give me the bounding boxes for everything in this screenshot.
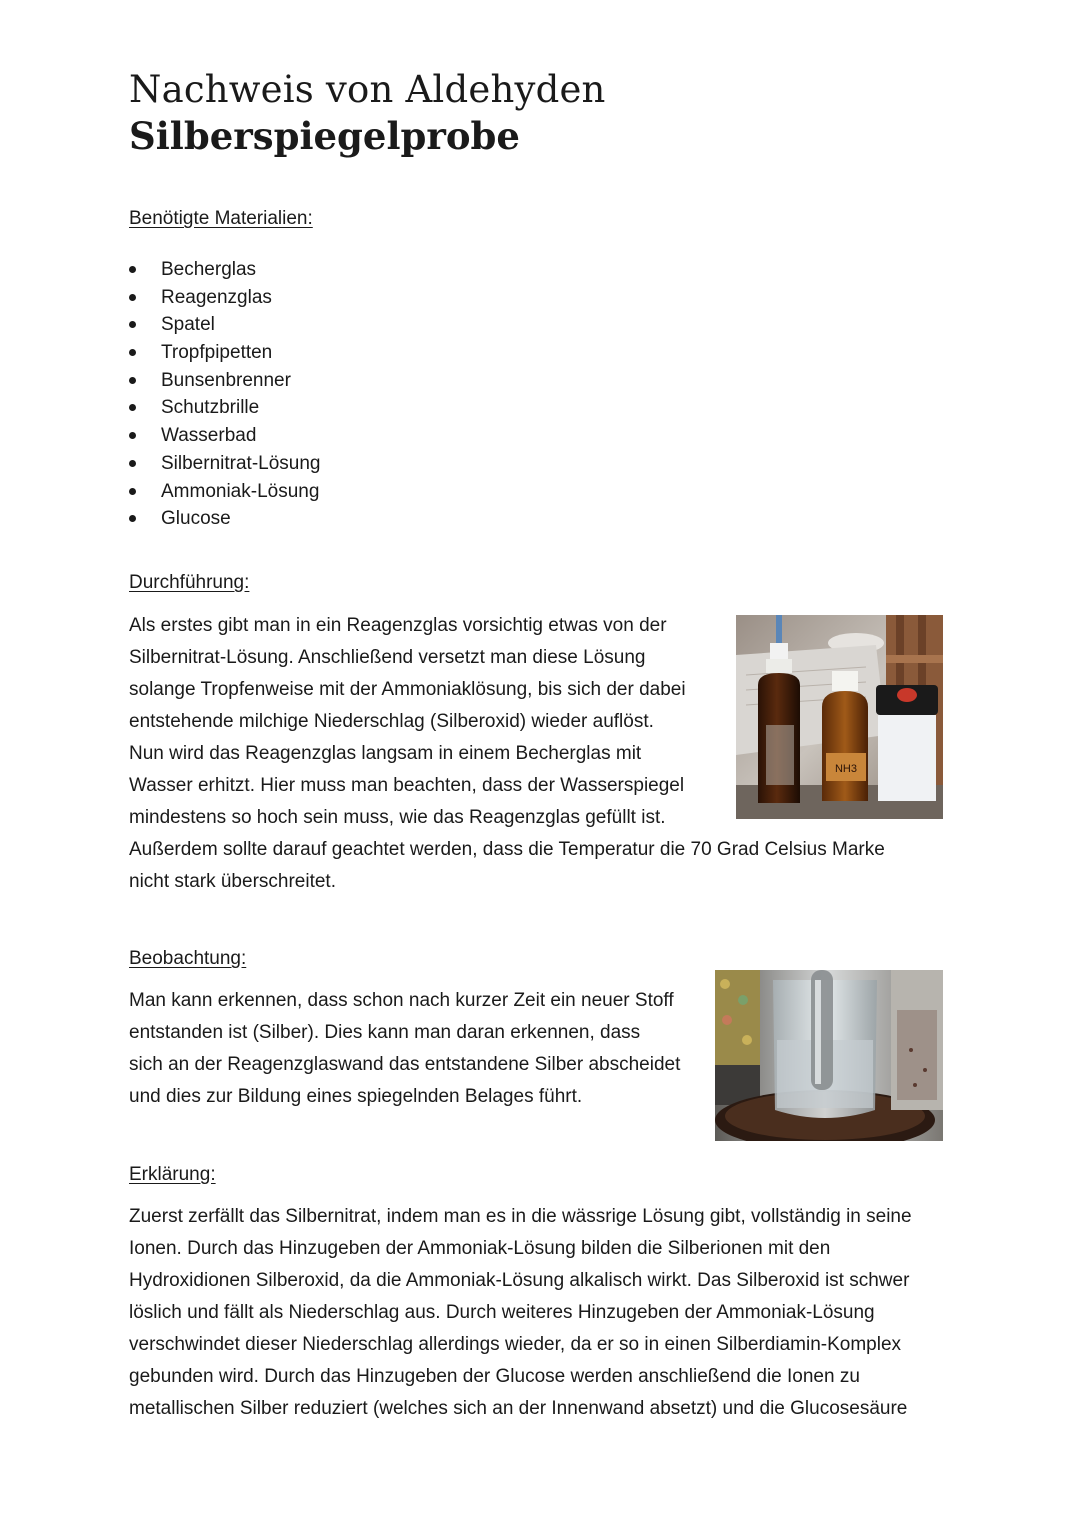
reagent-bottles-illustration (736, 615, 943, 819)
materials-list (129, 256, 320, 533)
bullet-icon (129, 321, 136, 328)
text-line: Als erstes gibt man in ein Reagenzglas vorsichtig etwas von der (129, 615, 667, 636)
text-line: Silbernitrat-Lösung. Anschließend versetzt man diese Lösung (129, 647, 646, 668)
procedure-heading: Durchführung: (129, 572, 250, 593)
text-line: Außerdem sollte darauf geachtet werden, dass die Temperatur die 70 Grad Celsius Marke (129, 839, 885, 860)
text-line: nicht stark überschreitet. (129, 871, 336, 892)
text-line: Hydroxidionen Silberoxid, da die Ammoniak-Lösung alkalisch wirkt. Das Silberoxid ist schwer (129, 1270, 910, 1291)
text-line: sich an der Reagenzglaswand das entstandene Silber abscheidet (129, 1054, 681, 1075)
bullet-icon (129, 349, 136, 356)
list-item: Bunsenbrenner (129, 367, 320, 395)
bullet-icon (129, 377, 136, 384)
observation-text (129, 985, 709, 1113)
observation-heading: Beobachtung: (129, 948, 247, 969)
list-item: Glucose (129, 505, 320, 533)
beaker-illustration (715, 970, 943, 1141)
list-item: Silbernitrat-Lösung (129, 450, 320, 478)
text-line: entstehende milchige Niederschlag (Silberoxid) wieder auflöst. (129, 711, 654, 732)
bullet-icon (129, 266, 136, 273)
text-line: Zuerst zerfällt das Silbernitrat, indem man es in die wässrige Lösung gibt, vollständig in seine (129, 1206, 912, 1227)
text-line: Ionen. Durch das Hinzugeben der Ammoniak-Lösung bilden die Silberionen mit den (129, 1238, 831, 1259)
materials-heading: Benötigte Materialien: (129, 208, 313, 229)
bullet-icon (129, 460, 136, 467)
bottle-label: NH3 (834, 763, 858, 775)
text-line: Man kann erkennen, dass schon nach kurzer Zeit ein neuer Stoff (129, 990, 674, 1011)
bullet-icon (129, 294, 136, 301)
list-item: Reagenzglas (129, 284, 320, 312)
bullet-icon (129, 488, 136, 495)
list-item: Ammoniak-Lösung (129, 478, 320, 506)
text-line: metallischen Silber reduziert (welches sich an der Innenwand absetzt) und die Glucosesäure (129, 1398, 908, 1419)
bullet-icon (129, 404, 136, 411)
text-line: löslich und fällt als Niederschlag aus. Durch weiteres Hinzugeben der Ammoniak-Lösung (129, 1302, 875, 1323)
list-item: Schutzbrille (129, 394, 320, 422)
explanation-text (129, 1201, 949, 1425)
list-item: Wasserbad (129, 422, 320, 450)
list-item: Tropfpipetten (129, 339, 320, 367)
text-line: mindestens so hoch sein muss, wie das Reagenzglas gefüllt ist. (129, 807, 666, 828)
list-item: Spatel (129, 311, 320, 339)
text-line: entstanden ist (Silber). Dies kann man daran erkennen, dass (129, 1022, 641, 1043)
list-item: Becherglas (129, 256, 320, 284)
bullet-icon (129, 432, 136, 439)
text-line: Nun wird das Reagenzglas langsam in einem Becherglas mit (129, 743, 642, 764)
document-subtitle: Silberspiegelprobe (129, 114, 520, 158)
text-line: gebunden wird. Durch das Hinzugeben der Glucose werden anschließend die Ionen zu (129, 1366, 860, 1387)
bullet-icon (129, 515, 136, 522)
text-line: verschwindet dieser Niederschlag allerdings wieder, da er so in einen Silberdiamin-Komplex (129, 1334, 902, 1355)
document-title: Nachweis von Aldehyden (129, 68, 606, 111)
beaker-photo (715, 970, 943, 1141)
reagent-bottles-photo (736, 615, 943, 819)
text-line: Wasser erhitzt. Hier muss man beachten, dass der Wasserspiegel (129, 775, 685, 796)
explanation-heading: Erklärung: (129, 1164, 216, 1185)
text-line: und dies zur Bildung eines spiegelnden Belages führt. (129, 1086, 583, 1107)
text-line: solange Tropfenweise mit der Ammoniaklösung, bis sich der dabei (129, 679, 686, 700)
